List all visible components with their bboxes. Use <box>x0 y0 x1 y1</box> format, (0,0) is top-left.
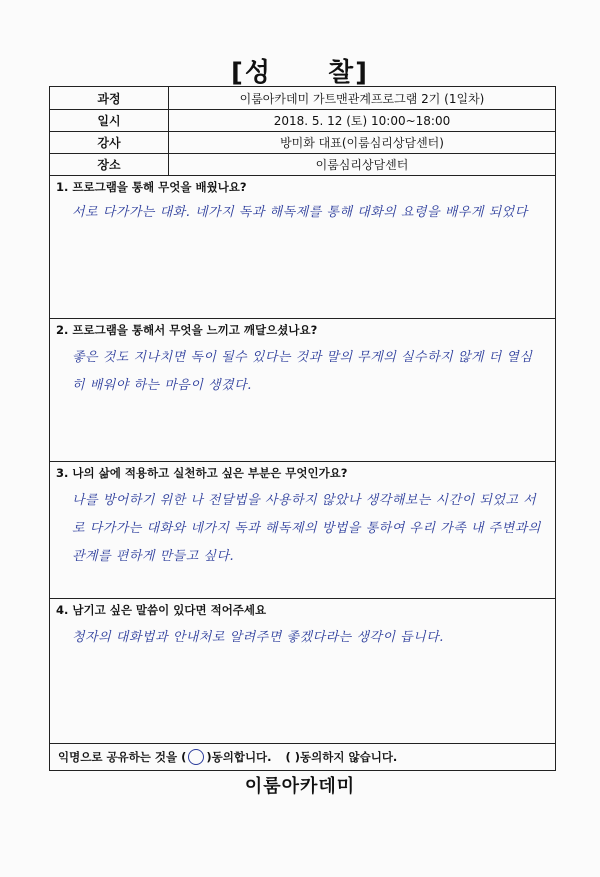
handwritten-answer: 나를 방어하기 위한 나 전달법을 사용하지 않았나 생각해보는 시간이 되었고 서로 다가가는 대화와 네가지 독과 해독제의 방법을 통하여 우리 가족 내 주변과의 관계를 편하게 만들고 싶다. <box>72 493 541 564</box>
info-value: 방미화 대표(이룸심리상담센터) <box>280 135 444 150</box>
info-key: 과정 <box>50 87 169 109</box>
info-key: 장소 <box>50 153 169 175</box>
info-row-course <box>50 87 555 110</box>
info-row-instructor <box>50 131 555 154</box>
info-row-date <box>50 109 555 132</box>
consent-row <box>50 743 555 770</box>
title-left: [성 <box>231 58 272 88</box>
footer-brand: 이룸아카데미 <box>244 776 356 797</box>
handwritten-answer: 좋은 것도 지나치면 독이 될수 있다는 것과 말의 무게의 실수하지 않게 더 열심히 배워야 하는 마음이 생겼다. <box>72 350 533 393</box>
info-value: 2018. 5. 12 (토) 10:00~18:00 <box>273 113 451 128</box>
reflection-form <box>49 86 556 771</box>
question-2 <box>50 318 555 462</box>
consent-label: 익명으로 공유하는 것을 ( <box>58 749 187 764</box>
handwritten-answer: 청자의 대화법과 안내처로 알려주면 좋겠다라는 생각이 듭니다. <box>72 630 444 645</box>
question-title: 3. 나의 삶에 적용하고 실천하고 싶은 부분은 무엇인가요? <box>56 466 348 480</box>
question-title: 4. 남기고 싶은 말씀이 있다면 적어주세요 <box>56 603 267 617</box>
info-row-location <box>50 153 555 176</box>
title-right: 찰] <box>328 58 369 88</box>
handwritten-answer: 서로 다가가는 대화. 네가지 독과 해독제를 통해 대화의 요령을 배우게 되었다 <box>72 205 528 220</box>
info-key: 강사 <box>50 131 169 153</box>
page-title <box>0 52 600 89</box>
consent-agree: )동의합니다. <box>206 749 272 764</box>
question-title: 2. 프로그램을 통해서 무엇을 느끼고 깨달으셨나요? <box>56 323 318 337</box>
info-key: 일시 <box>50 109 169 131</box>
consent-circle-mark <box>188 749 204 765</box>
question-3 <box>50 461 555 599</box>
info-value: 이룸심리상담센터 <box>315 157 409 172</box>
info-value: 이룸아카데미 가트맨관계프로그램 2기 (1일차) <box>239 91 485 106</box>
question-title: 1. 프로그램을 통해 무엇을 배웠나요? <box>56 180 247 194</box>
question-4 <box>50 598 555 744</box>
consent-disagree: ( )동의하지 않습니다. <box>285 749 398 764</box>
question-1 <box>50 175 555 319</box>
